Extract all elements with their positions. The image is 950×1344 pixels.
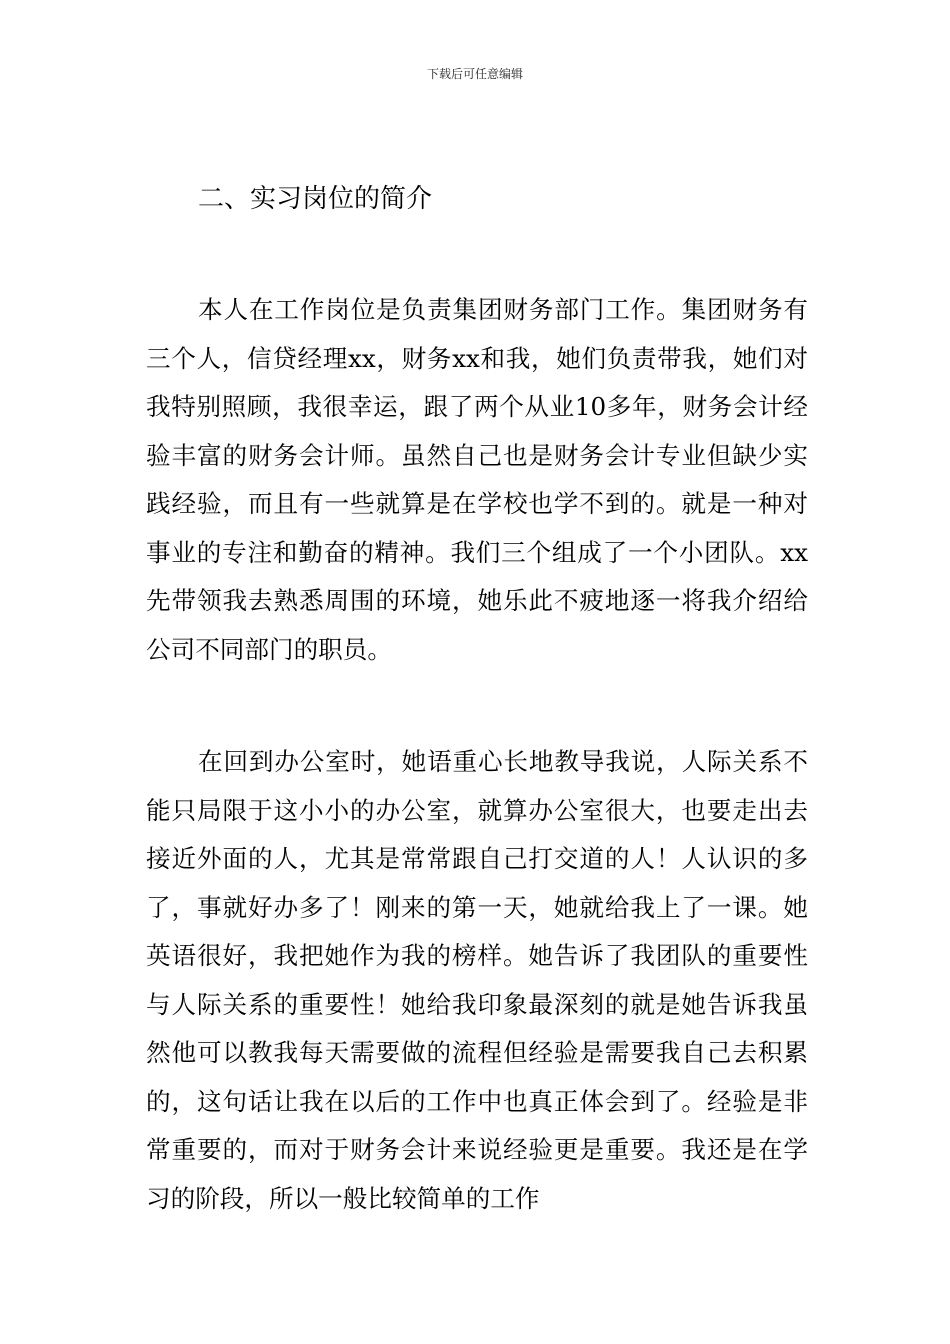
section-heading: 二、实习岗位的简介 [198, 184, 433, 214]
paragraph-office-guidance: 在回到办公室时，她语重心长地教导我说，人际关系不能只局限于这小小的办公室，就算办公室很大，也要走出去接近外面的人，尤其是常常跟自己打交道的人！人认识的多了，事就好办多了！刚来的第一天，她就给我上了一课。她英语很好，我把她作为我的榜样。她告诉了我团队的重要性与人际关系的重要性！她给我印象最深刻的就是她告诉我虽然他可以教我每天需要做的流程但经验是需要我自己去积累的，这句话让我在以后的工作中也真正体会到了。经验是非常重要的，而对于财务会计来说经验更是重要。我还是在学习的阶段，所以一般比较简单的工作 [146, 747, 808, 1213]
paragraph-job-description: 本人在工作岗位是负责集团财务部门工作。集团财务有三个人，信贷经理xx，财务xx和我，她们负责带我，她们对我特别照顾，我很幸运，跟了两个从业10多年，财务会计经验丰富的财务会计师。虽然自己也是财务会计专业但缺少实践经验，而且有一些就算是在学校也学不到的。就是一种对事业的专注和勤奋的精神。我们三个组成了一个小团队。xx先带领我去熟悉周围的环境，她乐此不疲地逐一将我介绍给公司不同部门的职员。 [146, 295, 808, 664]
document-body [146, 180, 808, 1223]
page-header-note: 下载后可任意编辑 [426, 67, 523, 81]
